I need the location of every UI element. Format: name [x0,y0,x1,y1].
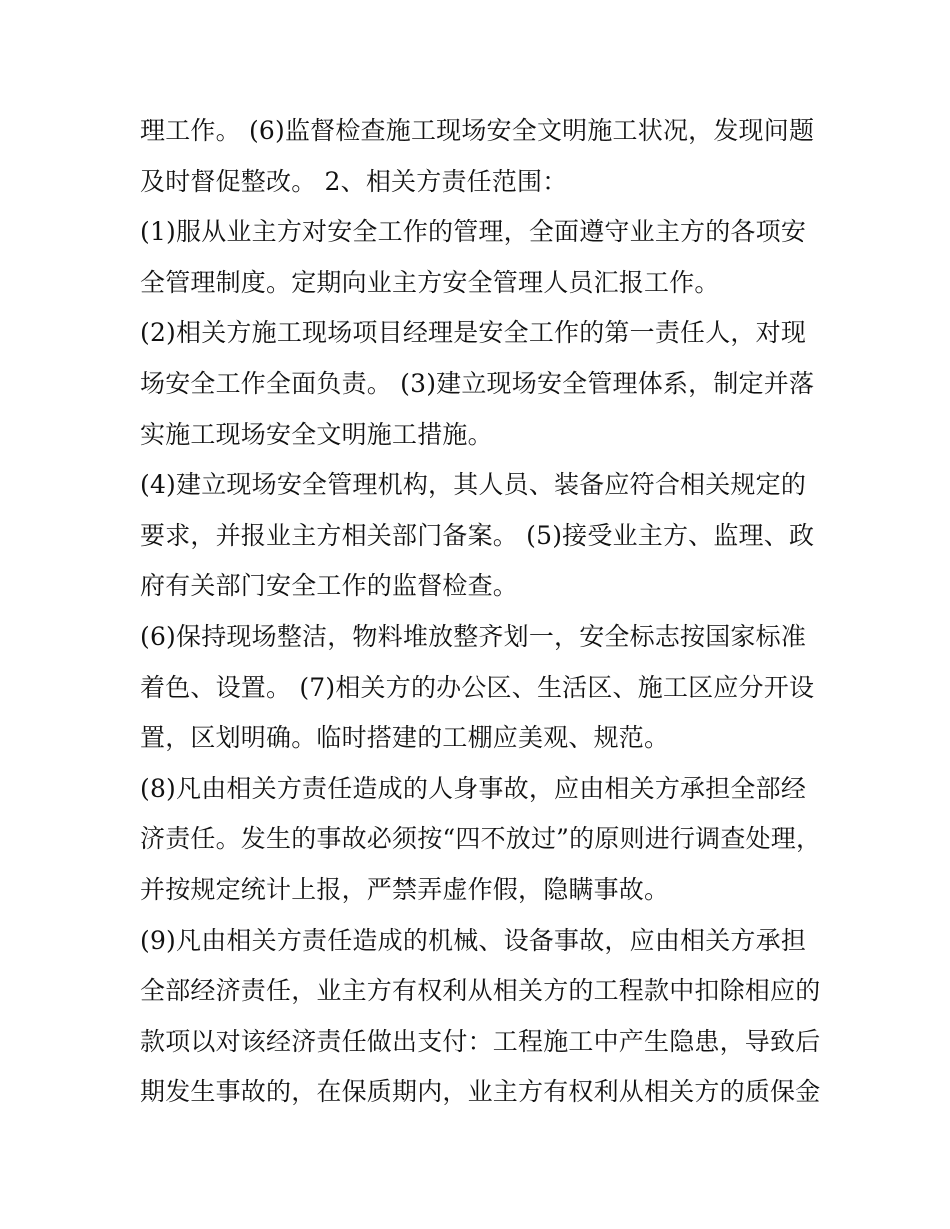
body-text [140,106,820,1118]
text-line: 置，区划明确。临时搭建的工棚应美观、规范。 [140,723,670,753]
text-line: (9)凡由相关方责任造成的机械、设备事故，应由相关方承担 [140,925,807,955]
text-line: 及时督促整改。 2、相关方责任范围： [140,166,568,196]
text-line: 场安全工作全面负责。 (3)建立现场安全管理体系，制定并落 [140,368,815,398]
text-line: 理工作。 (6)监督检查施工现场安全文明施工状况，发现问题 [140,116,815,145]
text-line: 全管理制度。定期向业主方安全管理人员汇报工作。 [140,267,720,297]
text-line: (4)建立现场安全管理机构，其人员、装备应符合相关规定的 [140,470,807,500]
text-line: 期发生事故的，在保质期内，业主方有权利从相关方的质保金 [140,1077,821,1107]
text-line: 实施工现场安全文明施工措施。 [140,419,493,449]
text-line: 全部经济责任，业主方有权利从相关方的工程款中扣除相应的 [140,976,821,1006]
text-line: 并按规定统计上报，严禁弄虚作假，隐瞒事故。 [140,874,670,904]
text-line: (6)保持现场整洁，物料堆放整齐划一，安全标志按国家标准 [140,621,807,651]
text-line: (1)服从业主方对安全工作的管理，全面遵守业主方的各项安 [140,217,807,247]
text-line: 济责任。发生的事故必须按“四不放过”的原则进行调查处理， [140,824,822,854]
text-line: 要求，并报业主方相关部门备案。 (5)接受业主方、监理、政 [140,520,815,550]
text-line: 府有关部门安全工作的监督检查。 [140,571,519,601]
text-line: 着色、设置。 (7)相关方的办公区、生活区、施工区应分开设 [140,672,815,702]
text-line: 款项以对该经济责任做出支付：工程施工中产生隐患，导致后 [140,1026,821,1056]
text-line: (8)凡由相关方责任造成的人身事故，应由相关方承担全部经 [140,773,807,803]
text-line: (2)相关方施工现场项目经理是安全工作的第一责任人，对现 [140,318,807,348]
